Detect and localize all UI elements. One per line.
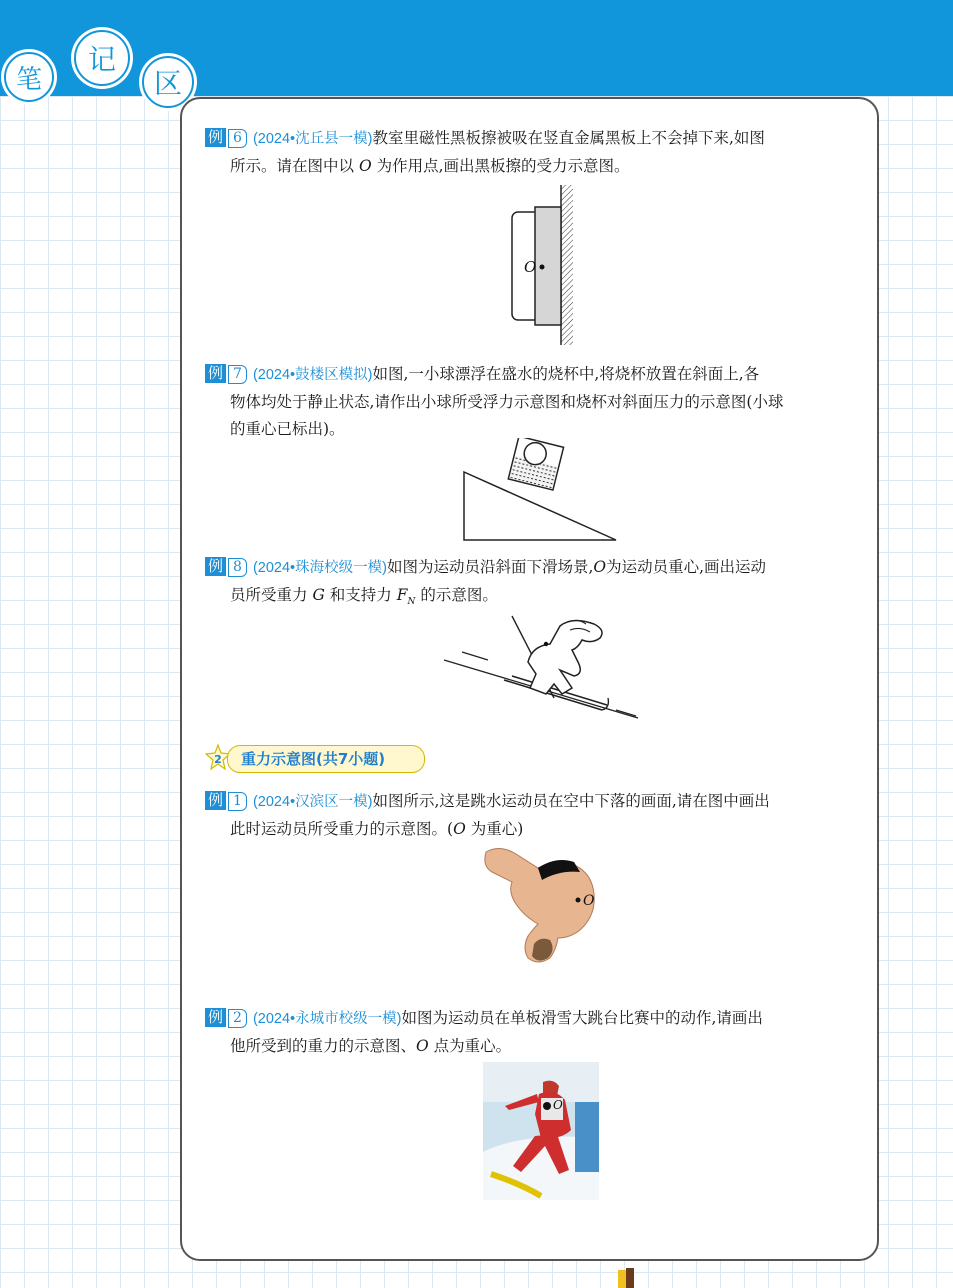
question-text: 如图为运动员沿斜面下滑场景, bbox=[386, 558, 594, 576]
question-text: 和支持力 bbox=[329, 586, 392, 604]
skier-on-slope-figure bbox=[442, 612, 642, 724]
example-label: 例 bbox=[205, 364, 226, 383]
note-char-2: 记 bbox=[74, 30, 130, 86]
question-text: 的重心已标出)。 bbox=[230, 420, 345, 438]
snowboarder-photo bbox=[483, 1062, 599, 1200]
force-F-subscript: N bbox=[407, 597, 416, 608]
force-G-symbol: G bbox=[312, 586, 325, 604]
svg-text:2: 2 bbox=[214, 753, 222, 766]
question-source: (2024•沈丘县一模) bbox=[252, 131, 373, 147]
question-text: 为运动员重心,画出运动 bbox=[606, 558, 767, 576]
question-text: 如图所示,这是跳水运动员在空中下落的画面,请在图中画出 bbox=[372, 792, 770, 810]
question-text: 此时运动员所受重力的示意图。( bbox=[230, 820, 454, 838]
point-O-label: O bbox=[524, 258, 537, 276]
example-number: 2 bbox=[228, 1009, 247, 1028]
point-O-label: O bbox=[553, 1098, 563, 1112]
example-number: 6 bbox=[228, 129, 247, 148]
question-text: 为重心) bbox=[470, 820, 524, 838]
force-F-symbol: F bbox=[396, 586, 408, 604]
example-label: 例 bbox=[205, 128, 226, 147]
note-char-1: 笔 bbox=[4, 52, 54, 102]
question-2 bbox=[205, 1005, 855, 1060]
point-symbol: O bbox=[416, 1037, 429, 1055]
question-text: 点为重心。 bbox=[433, 1037, 512, 1055]
blackboard-eraser-figure bbox=[505, 183, 585, 348]
point-O-label: O bbox=[583, 893, 595, 909]
example-number: 7 bbox=[228, 365, 247, 384]
example-label: 例 bbox=[205, 791, 226, 810]
question-source: (2024•永城市校级一模) bbox=[252, 1011, 402, 1027]
question-text: 物体均处于静止状态,请作出小球所受浮力示意图和烧杯对斜面压力的示意图(小球 bbox=[230, 393, 784, 411]
point-symbol: O bbox=[453, 820, 466, 838]
example-number: 8 bbox=[228, 558, 247, 577]
example-label: 例 bbox=[205, 557, 226, 576]
question-text: 员所受重力 bbox=[230, 586, 308, 604]
question-8 bbox=[205, 554, 855, 616]
question-1 bbox=[205, 788, 855, 843]
example-number: 1 bbox=[228, 792, 247, 811]
question-text: 为作用点,画出黑板擦的受力示意图。 bbox=[376, 157, 630, 175]
question-text: 如图,一小球漂浮在盛水的烧杯中,将烧杯放置在斜面上,各 bbox=[372, 365, 760, 383]
question-text: 的示意图。 bbox=[420, 586, 498, 604]
question-text: 他所受到的重力的示意图、 bbox=[230, 1037, 417, 1055]
page-icon bbox=[612, 1268, 638, 1288]
question-text: 教室里磁性黑板擦被吸在竖直金属黑板上不会掉下来,如图 bbox=[372, 129, 765, 147]
point-symbol: O bbox=[593, 558, 607, 576]
note-char-3: 区 bbox=[142, 56, 194, 108]
example-label: 例 bbox=[205, 1008, 226, 1027]
diver-photo bbox=[478, 842, 608, 968]
section-title: 重力示意图(共7小题) bbox=[241, 750, 386, 768]
question-source: (2024•汉滨区一模) bbox=[252, 794, 373, 810]
question-source: (2024•珠海校级一模) bbox=[252, 560, 387, 576]
question-text: 所示。请在图中以 bbox=[230, 157, 355, 175]
question-6 bbox=[205, 125, 855, 180]
question-7 bbox=[205, 361, 855, 443]
question-text: 如图为运动员在单板滑雪大跳台比赛中的动作,请画出 bbox=[401, 1009, 763, 1027]
question-source: (2024•鼓楼区模拟) bbox=[252, 367, 373, 383]
point-symbol: O bbox=[358, 157, 372, 175]
beaker-on-incline-figure bbox=[460, 438, 620, 544]
